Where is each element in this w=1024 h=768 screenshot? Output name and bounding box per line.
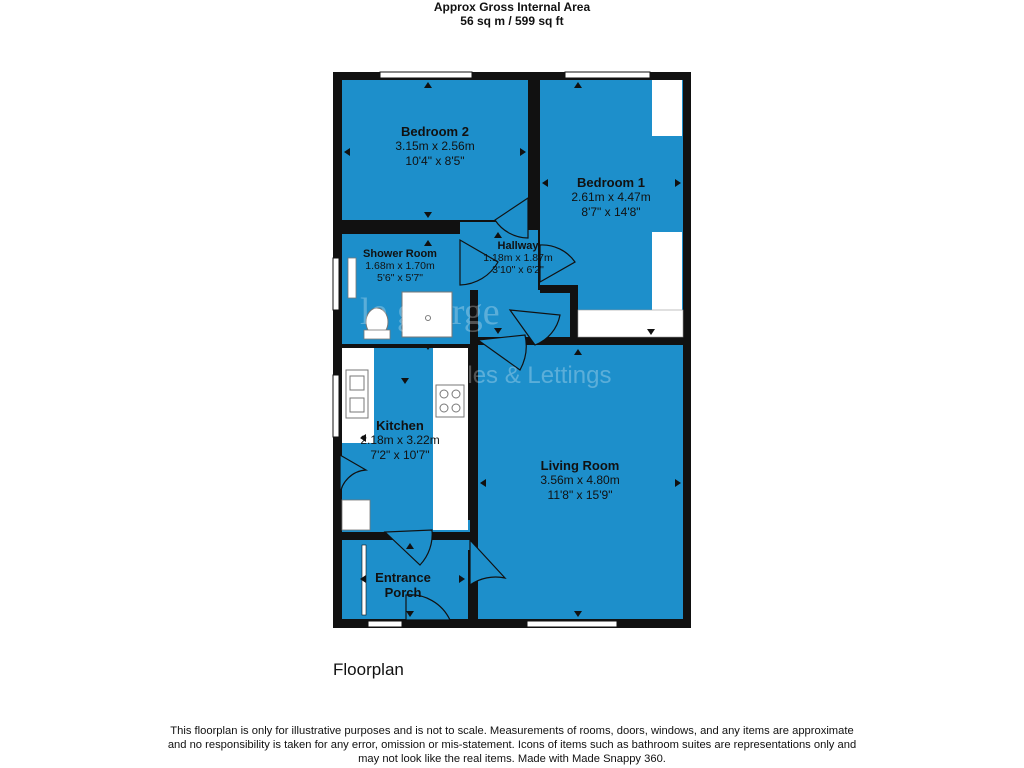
area-header-title: Approx Gross Internal Area bbox=[433, 0, 591, 14]
window-bedroom-2 bbox=[380, 72, 472, 78]
room-label-living-room bbox=[510, 458, 650, 503]
room-metric: 2.61m x 4.47m bbox=[571, 190, 651, 204]
wardrobe-top bbox=[652, 80, 682, 136]
room-imperial: 8'7" x 14'8" bbox=[581, 205, 641, 219]
room-label-bedroom-2 bbox=[365, 124, 505, 169]
area-header-size: 56 sq m / 599 sq ft bbox=[460, 14, 564, 28]
room-metric: 2.18m x 3.22m bbox=[360, 433, 440, 447]
room-name: Bedroom 1 bbox=[577, 175, 645, 190]
room-name: Bedroom 2 bbox=[401, 124, 469, 139]
room-imperial: 5'6" x 5'7" bbox=[377, 272, 423, 284]
room-metric: 1.18m x 1.87m bbox=[483, 252, 553, 264]
window-living-room bbox=[527, 621, 617, 627]
room-imperial: 3'10" x 6'2" bbox=[492, 264, 544, 276]
room-label-bedroom-1 bbox=[541, 175, 681, 220]
floorplan-title: Floorplan bbox=[333, 660, 404, 679]
window-bedroom-1 bbox=[565, 72, 650, 78]
window-porch bbox=[368, 621, 402, 627]
sink-icon bbox=[346, 370, 368, 418]
room-label-shower-room bbox=[352, 248, 448, 284]
room-label-entrance-porch bbox=[358, 570, 448, 600]
bedroom-1-shelf bbox=[578, 310, 683, 337]
room-name: Entrance Porch bbox=[375, 570, 431, 600]
room-imperial: 7'2" x 10'7" bbox=[370, 448, 430, 462]
room-metric: 3.15m x 2.56m bbox=[395, 139, 475, 153]
room-name: Living Room bbox=[540, 458, 620, 473]
room-imperial: 10'4" x 8'5" bbox=[405, 154, 465, 168]
watermark-tagline: Sales & Lettings bbox=[438, 362, 612, 389]
room-name: Hallway bbox=[497, 240, 539, 252]
room-imperial: 11'8" x 15'9" bbox=[547, 488, 613, 502]
room-metric: 3.56m x 4.80m bbox=[540, 473, 620, 487]
disclaimer-text: This floorplan is only for illustrative purposes and is not to scale. Measurements of rooms, doors, windows, and any items are approximate and no responsibility is taken for any error, omission or mis-statement. Icons of items such as bathroom suites are representations only and may not look like the real items. Made with Made Snappy 360. bbox=[167, 725, 857, 765]
window-shower bbox=[333, 258, 339, 310]
wardrobe-bottom bbox=[652, 232, 682, 310]
room-name: Shower Room bbox=[363, 248, 437, 260]
watermark-logo: le george bbox=[360, 291, 500, 333]
kitchen-cupboard bbox=[342, 500, 370, 530]
room-label-hallway bbox=[470, 240, 566, 276]
room-metric: 1.68m x 1.70m bbox=[365, 260, 435, 272]
room-name: Kitchen bbox=[376, 418, 424, 433]
room-label-kitchen bbox=[335, 418, 465, 463]
